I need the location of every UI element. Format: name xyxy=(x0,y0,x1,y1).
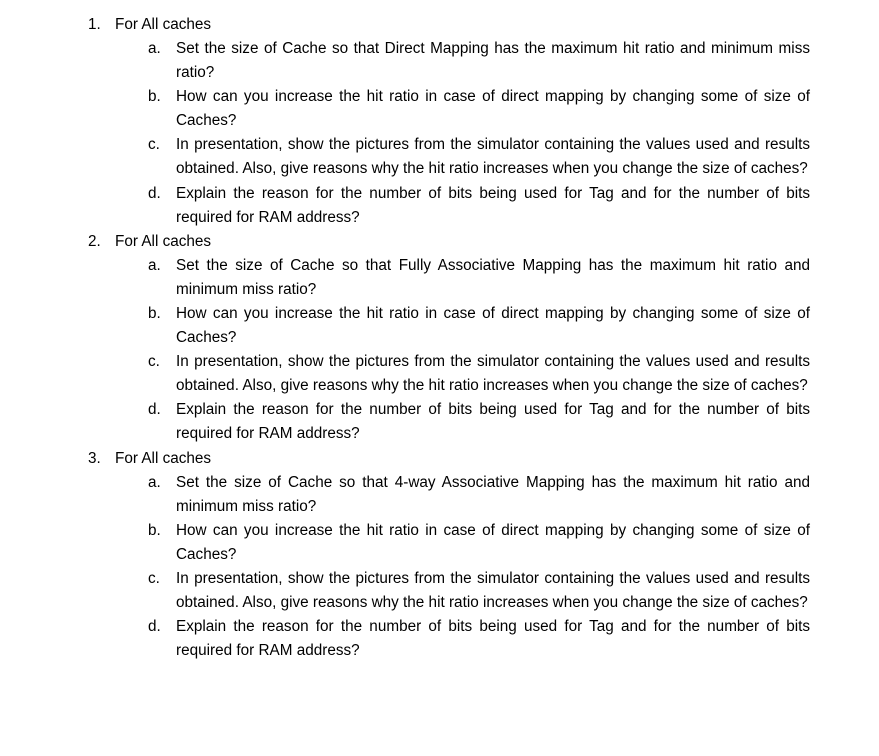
question-heading xyxy=(0,13,879,37)
subquestion-text: Explain the reason for the number of bits being used for Tag and for the number of bits required for RAM address? xyxy=(176,618,810,660)
question-number: 1. xyxy=(88,16,101,33)
subquestion-letter: c. xyxy=(148,569,160,587)
subquestion-list xyxy=(0,471,879,664)
subquestion-item xyxy=(0,519,879,567)
subquestion-text: In presentation, show the pictures from the simulator containing the values used and results obtained. Also, give reasons why the hit ratio increases when you change the size of caches? xyxy=(176,569,810,611)
subquestion-text: In presentation, show the pictures from the simulator containing the values used and results obtained. Also, give reasons why the hit ratio increases when you change the size of caches? xyxy=(176,136,810,178)
subquestion-letter: d. xyxy=(148,401,161,419)
subquestion-text: Set the size of Cache so that Fully Associative Mapping has the maximum hit ratio and minimum miss ratio? xyxy=(176,256,810,298)
subquestion-item xyxy=(0,471,879,519)
question-item xyxy=(0,447,879,664)
subquestion-item xyxy=(0,37,879,85)
subquestion-item xyxy=(0,182,879,230)
subquestion-letter: a. xyxy=(148,473,161,491)
subquestion-letter: b. xyxy=(148,304,161,322)
subquestion-item xyxy=(0,398,879,446)
question-item xyxy=(0,230,879,447)
question-title: For All caches xyxy=(115,232,212,250)
subquestion-letter: c. xyxy=(148,353,160,371)
subquestion-list xyxy=(0,37,879,230)
question-number: 3. xyxy=(88,449,101,467)
subquestion-item xyxy=(0,85,879,133)
subquestion-item xyxy=(0,254,879,302)
subquestion-text: How can you increase the hit ratio in case of direct mapping by changing some of size of Caches? xyxy=(176,304,810,347)
subquestion-text: Explain the reason for the number of bits being used for Tag and for the number of bits required for RAM address? xyxy=(176,401,810,443)
question-heading xyxy=(0,447,879,471)
subquestion-item xyxy=(0,302,879,350)
subquestion-letter: b. xyxy=(148,88,161,106)
subquestion-text: Set the size of Cache so that 4-way Associative Mapping has the maximum hit ratio and minimum miss ratio? xyxy=(176,473,810,515)
subquestion-item xyxy=(0,133,879,181)
subquestion-item xyxy=(0,567,879,615)
question-title: For All caches xyxy=(115,449,212,467)
subquestion-item xyxy=(0,615,879,663)
subquestion-text: In presentation, show the pictures from the simulator containing the values used and results obtained. Also, give reasons why the hit ratio increases when you change the size of caches? xyxy=(176,353,810,395)
subquestion-letter: c. xyxy=(148,136,160,154)
subquestion-letter: d. xyxy=(148,184,161,202)
question-number: 2. xyxy=(88,232,101,250)
subquestion-item xyxy=(0,350,879,398)
subquestion-letter: a. xyxy=(148,256,161,274)
subquestion-text: Set the size of Cache so that Direct Mapping has the maximum hit ratio and minimum miss ratio? xyxy=(176,40,810,82)
subquestion-list xyxy=(0,254,879,447)
subquestion-text: How can you increase the hit ratio in case of direct mapping by changing some of size of Caches? xyxy=(176,88,810,130)
question-heading xyxy=(0,230,879,254)
subquestion-text: How can you increase the hit ratio in case of direct mapping by changing some of size of Caches? xyxy=(176,521,810,563)
question-list xyxy=(0,13,879,663)
question-title: For All caches xyxy=(115,16,212,33)
subquestion-text: Explain the reason for the number of bits being used for Tag and for the number of bits required for RAM address? xyxy=(176,184,810,226)
subquestion-letter: b. xyxy=(148,521,161,539)
subquestion-letter: d. xyxy=(148,618,161,636)
subquestion-letter: a. xyxy=(148,40,161,57)
question-item xyxy=(0,13,879,230)
